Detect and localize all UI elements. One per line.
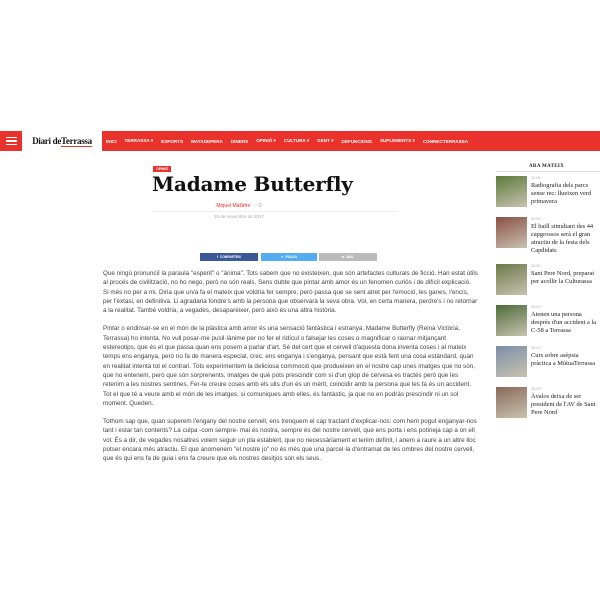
news-thumbnail[interactable] [496, 176, 527, 207]
news-time: 20:00 [531, 387, 541, 391]
share-twitter-label: PIULEU [285, 255, 298, 259]
facebook-icon: f [216, 255, 219, 259]
nav-item-connecterrassa[interactable]: CONNECTERRASSA [422, 138, 469, 144]
nav-item-defuncions[interactable]: DEFUNCIONS [341, 138, 372, 144]
news-thumbnail[interactable] [496, 346, 527, 377]
news-thumbnail[interactable] [496, 264, 527, 295]
sidebar-news-item[interactable] [496, 346, 600, 382]
news-title[interactable]: Sant Pere Nord, preparat per acollir la Culturassa [531, 270, 595, 285]
email-icon: ✉ [341, 255, 345, 259]
nav-item-opinio[interactable]: OPINIÓ ▾ [256, 138, 276, 143]
article-paragraph: Tothom sap que, quan superem l'engany del nostre cervell, ens trenquem el cap tractant d'explicar-nos: com hem pogut enganyar-nos tant i estar tan contents? La culpa -com sempre- mai és nostra, sempre és del nostre cervell, que ens porta i ens potineja cap a on ell vol. És a dir, de vegades nosaltres volem seguir un pla establert, que no necessàriament el tenim definit, i anem a raure a un altre lloc potser encara més atractiu. El que anomenem "el nostre jo" no és més que una parcel·la d'entramat de les ombres del nostre cervell, que és qui ens fa de guia i ens fa creure que els nostres desitjos són els seus. [103, 418, 477, 463]
comment-icon: ▫ [255, 203, 258, 209]
share-email-label: MAIL [346, 255, 355, 259]
news-title[interactable]: Radiografia dels parcs sense rec: llueixen verd primavera [531, 182, 592, 205]
share-facebook-button[interactable] [200, 253, 258, 261]
article-paragraph: Que ningú pronunciï la paraula "esperit" o "ànima". Tots sabem que no existeixen, que són artefactes culturals de ficció. Han estat útils al procés de civilització, no ho nego, però no són reals. Sens dubte que pintar amb amor és un fenomen curiós i de difícil explicació. Si més no per a mi. Diria que un/a fa el mateix que voldria fer sempre, però passa que se sent atret per l'emoció, les ganes, l'encís, per l'èxtasi, en definitiva. Li agradaria fondre's amb la persona que observarà la seva obra. Vol, en certa manera, perdre's i no retornar a la realitat. També voldria, a vegades, desaparèixer, però això és una altra història. [103, 270, 478, 315]
nav-item-suplements[interactable]: SUPLEMENTS ▾ [379, 138, 415, 143]
news-thumbnail[interactable] [496, 217, 527, 248]
share-facebook-label: COMPARTEIX [220, 255, 242, 259]
news-title[interactable]: Atenen una persona després d'un accident a la C-58 a Terrassa [531, 311, 597, 334]
sidebar-news-item[interactable] [496, 387, 600, 423]
article-body [103, 269, 478, 599]
news-time: 20:00 [531, 305, 541, 309]
news-time: 20:00 [531, 217, 541, 221]
divider [153, 211, 398, 212]
share-email-button[interactable] [319, 253, 377, 261]
nav-item-gent[interactable]: GENT ▾ [317, 138, 334, 143]
sidebar-divider [496, 171, 600, 172]
nav-item-terrassa[interactable]: TERRASSA ▾ [124, 138, 154, 143]
news-time: 20:06 [531, 176, 541, 180]
nav-item-esports[interactable]: ESPORTS [161, 138, 184, 144]
byline [0, 203, 478, 209]
nav-item-cultura[interactable]: CULTURA ▾ [283, 138, 310, 143]
category-badge[interactable]: OPINIÓ [153, 166, 171, 172]
logo-text-right: Terrassa [61, 135, 92, 146]
article-paragraph: Pintar o endinsar-se en el món de la plàstica amb amor és una sensació fantàstica i estranya. Madame Butterfly (Reina Victòria, Terrassa) ho intenta. No vull posar-me pusil·lànime per no fer el ridícul o falsejar les coses o magnificar o raonar mitjançant estereotips, que és el que passa quan ens posem a parlar d'art. Sé del cert que el cervell d'aquesta dona inventa coses i al mateix temps ens enganya, però no fa de manera especial, crec, ens enganya i s'enganya, pensant que està fent una cosa estàndard, quan en realitat intenta tot el contrari. Tots experimentem la deliciosa commoció que produeixen en el nostre cap unes imatges que no són, que no entenem, però que són sorprenents, imatges de què pots prescindir com si d'un glop de cervesa es tractés però que les retenim a les nostres sentines. Fer-te creure coses amb els ulls d'un és un mèrit, coincidir amb la persona que les fa és un accident. Tot el que té a veure amb el món de les imatges, si comuniques amb elles, és fantàstic, ja que no en podràs prescindir ni un sol moment. Queden. [103, 325, 475, 407]
news-title[interactable]: Curs sobre asèpsia pràctica a MútuaTerrassa [531, 352, 596, 367]
comments-count-value: 0 [258, 203, 262, 209]
author-link[interactable]: Miquel Mallafre [216, 203, 251, 209]
article-title: Madame Butterfly [152, 172, 353, 196]
sidebar-news-item[interactable] [496, 305, 600, 341]
nav-item-matadepera[interactable]: MATADEPERA [191, 138, 223, 144]
news-thumbnail[interactable] [496, 387, 527, 418]
comments-count[interactable] [256, 203, 262, 209]
sidebar-news-item[interactable] [496, 264, 600, 300]
news-thumbnail[interactable] [496, 305, 527, 336]
share-twitter-button[interactable] [261, 253, 317, 261]
menu-icon[interactable] [0, 131, 22, 151]
logo-text-left: Diari de [32, 136, 62, 146]
news-time: 20:00 [531, 264, 541, 268]
sidebar-news-item[interactable] [496, 217, 600, 253]
nav-item-inici[interactable]: INICI [106, 138, 117, 144]
news-time: 20:00 [531, 346, 541, 350]
top-navigation-bar [0, 131, 600, 151]
sidebar-heading: ARA MATEIX [529, 164, 564, 169]
news-title[interactable]: El baill simultani des 44 capgrossos serà el gran atractiu de la festa dels Capdidats [531, 223, 594, 254]
site-logo[interactable] [22, 131, 102, 151]
nav-item-diners[interactable]: DINERS [230, 138, 249, 144]
publish-date: 15 de novembre de 2017 [213, 214, 265, 219]
twitter-icon: ✦ [280, 255, 284, 259]
news-title[interactable]: Àvalos deixa de ser president de l'AV de Sant Pere Nord [531, 393, 596, 416]
main-nav [102, 131, 600, 151]
sidebar-news-item[interactable] [496, 176, 600, 212]
